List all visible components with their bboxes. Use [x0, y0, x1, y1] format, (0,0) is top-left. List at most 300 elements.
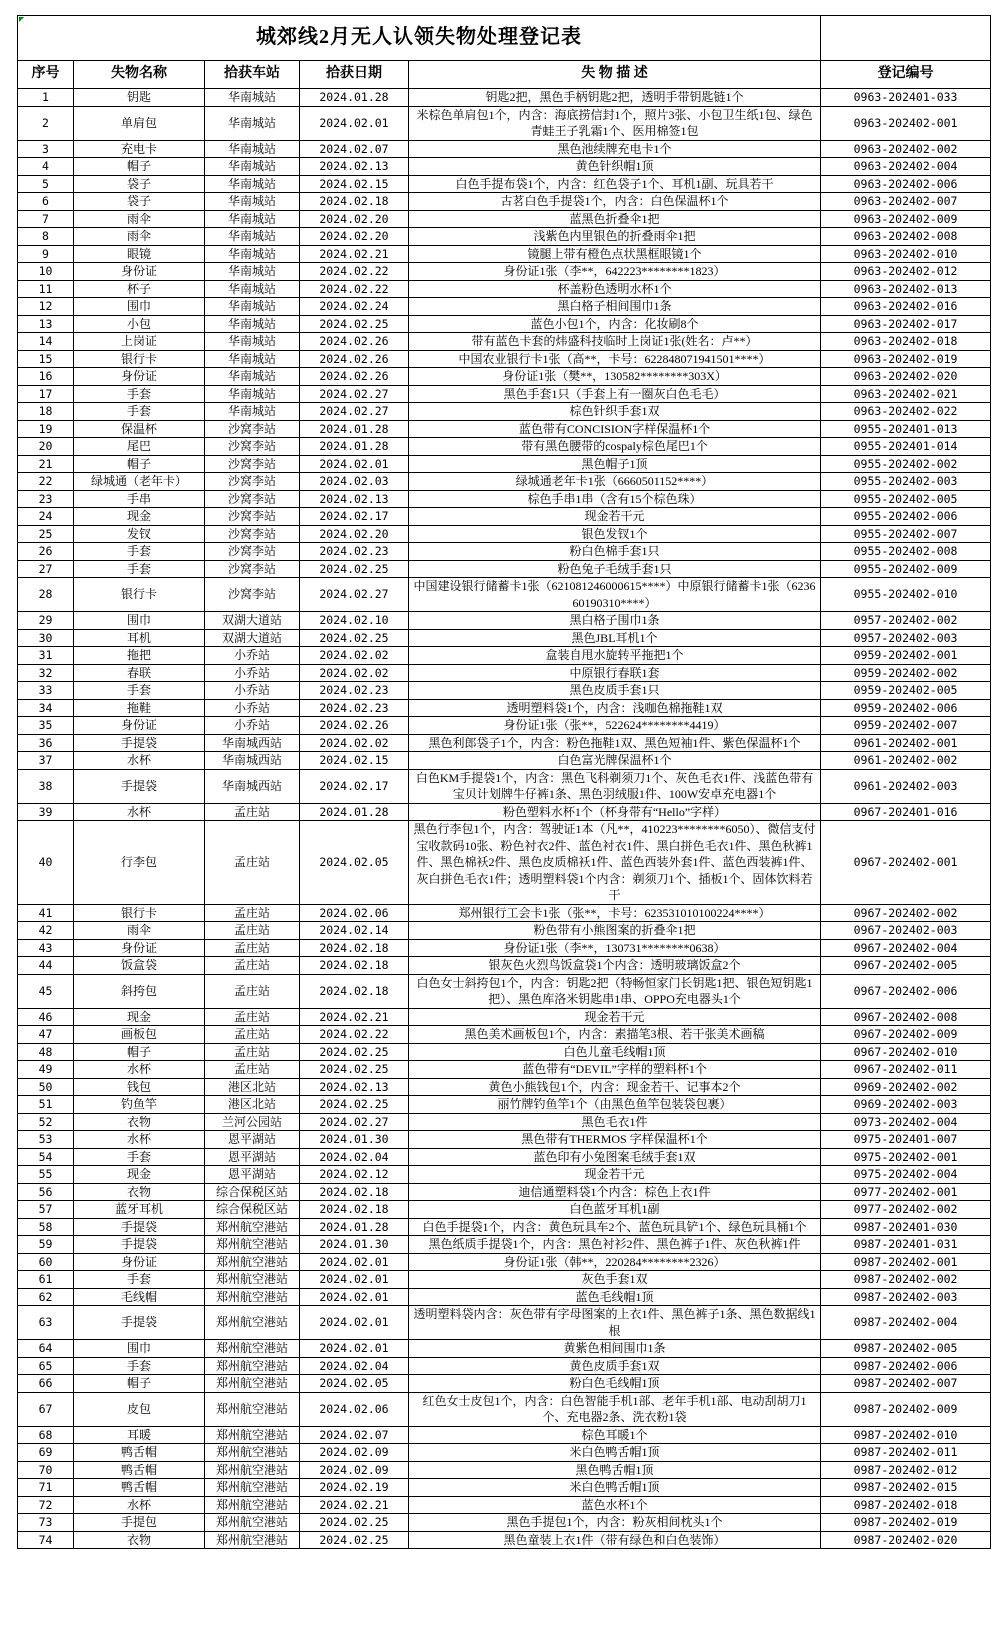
cell-station: 孟庄站	[205, 974, 300, 1008]
cell-item-name: 现金	[74, 1166, 205, 1184]
cell-index: 72	[18, 1496, 74, 1514]
cell-item-name: 钱包	[74, 1078, 205, 1096]
cell-index: 68	[18, 1426, 74, 1444]
cell-registration-number: 0973-202402-004	[821, 1113, 991, 1131]
cell-date: 2024.02.25	[300, 1061, 409, 1079]
cell-station: 郑州航空港站	[205, 1444, 300, 1462]
cell-date: 2024.02.21	[300, 1008, 409, 1026]
cell-index: 24	[18, 508, 74, 526]
cell-registration-number: 0955-202402-002	[821, 455, 991, 473]
cell-item-name: 画板包	[74, 1026, 205, 1044]
cell-description: 米棕色单肩包1个，内含：海底捞信封1个，照片3张、小包卫生纸1包、绿色青蛙王子乳霜1个、医用棉签1包	[409, 106, 821, 140]
cell-date: 2024.02.22	[300, 263, 409, 281]
cell-description: 米白色鸭舌帽1顶	[409, 1479, 821, 1497]
table-row	[18, 210, 991, 228]
cell-index: 32	[18, 664, 74, 682]
cell-index: 15	[18, 350, 74, 368]
cell-index: 1	[18, 89, 74, 107]
cell-item-name: 手套	[74, 1271, 205, 1289]
cell-date: 2024.02.09	[300, 1461, 409, 1479]
cell-date: 2024.02.26	[300, 368, 409, 386]
cell-description: 蓝色带有CONCISION字样保温杯1个	[409, 420, 821, 438]
cell-item-name: 现金	[74, 1008, 205, 1026]
cell-station: 沙窝李站	[205, 473, 300, 491]
cell-station: 郑州航空港站	[205, 1340, 300, 1358]
cell-index: 64	[18, 1340, 74, 1358]
cell-station: 郑州航空港站	[205, 1375, 300, 1393]
cell-registration-number: 0987-202402-002	[821, 1271, 991, 1289]
cell-station: 孟庄站	[205, 904, 300, 922]
cell-date: 2024.01.28	[300, 1218, 409, 1236]
cell-registration-number: 0963-202401-033	[821, 89, 991, 107]
cell-index: 39	[18, 803, 74, 821]
cell-description: 黑色美术画板包1个，内含：素描笔3根、若干张美术画稿	[409, 1026, 821, 1044]
cell-registration-number: 0987-202402-004	[821, 1306, 991, 1340]
cell-station: 孟庄站	[205, 1061, 300, 1079]
cell-date: 2024.02.25	[300, 560, 409, 578]
cell-index: 27	[18, 560, 74, 578]
cell-date: 2024.02.02	[300, 647, 409, 665]
cell-registration-number: 0963-202402-010	[821, 245, 991, 263]
cell-date: 2024.02.25	[300, 629, 409, 647]
cell-date: 2024.02.05	[300, 821, 409, 905]
cell-registration-number: 0959-202402-005	[821, 682, 991, 700]
cell-date: 2024.02.18	[300, 957, 409, 975]
cell-description: 黑色童装上衣1件（带有绿色和白色装饰）	[409, 1531, 821, 1549]
cell-description: 白色女士斜挎包1个，内含：钥匙2把（特畅恒家门长钥匙1把、银色短钥匙1把）、黑色库洛米钥匙串1串、OPPO充电器头1个	[409, 974, 821, 1008]
cell-item-name: 皮包	[74, 1392, 205, 1426]
cell-description: 蓝色印有小兔图案毛绒手套1双	[409, 1148, 821, 1166]
cell-item-name: 身份证	[74, 368, 205, 386]
cell-index: 63	[18, 1306, 74, 1340]
table-row	[18, 473, 991, 491]
cell-item-name: 手提袋	[74, 1218, 205, 1236]
cell-station: 孟庄站	[205, 1026, 300, 1044]
cell-item-name: 身份证	[74, 263, 205, 281]
cell-registration-number: 0987-202402-020	[821, 1531, 991, 1549]
cell-description: 浅紫色内里银色的折叠雨伞1把	[409, 228, 821, 246]
cell-station: 小乔站	[205, 664, 300, 682]
cell-description: 银色发钗1个	[409, 525, 821, 543]
cell-description: 身份证1张（李**，642223********1823）	[409, 263, 821, 281]
table-row	[18, 1096, 991, 1114]
cell-registration-number: 0963-202402-022	[821, 403, 991, 421]
cell-item-name: 围巾	[74, 612, 205, 630]
table-row	[18, 629, 991, 647]
cell-item-name: 鸭舌帽	[74, 1444, 205, 1462]
cell-description: 蓝色小包1个，内含：化妆刷8个	[409, 315, 821, 333]
cell-item-name: 充电卡	[74, 140, 205, 158]
cell-index: 25	[18, 525, 74, 543]
cell-index: 33	[18, 682, 74, 700]
cell-item-name: 围巾	[74, 298, 205, 316]
table-row	[18, 939, 991, 957]
cell-registration-number: 0955-202402-007	[821, 525, 991, 543]
cell-index: 3	[18, 140, 74, 158]
cell-registration-number: 0967-202401-016	[821, 803, 991, 821]
cell-registration-number: 0975-202402-001	[821, 1148, 991, 1166]
cell-date: 2024.02.01	[300, 1340, 409, 1358]
cell-description: 米白色鸭舌帽1顶	[409, 1444, 821, 1462]
cell-station: 郑州航空港站	[205, 1306, 300, 1340]
cell-index: 70	[18, 1461, 74, 1479]
cell-description: 银灰色火烈鸟饭盒袋1个内含：透明玻璃饭盒2个	[409, 957, 821, 975]
cell-description: 盒装自甩水旋转平拖把1个	[409, 647, 821, 665]
cell-description: 粉白色毛线帽1顶	[409, 1375, 821, 1393]
cell-description: 粉色塑料水杯1个（杯身带有“Hello”字样）	[409, 803, 821, 821]
cell-item-name: 手套	[74, 543, 205, 561]
cell-description: 蓝色带有“DEVIL”字样的塑料杯1个	[409, 1061, 821, 1079]
cell-description: 黄色小熊钱包1个，内含：现金若干、记事本2个	[409, 1078, 821, 1096]
table-row	[18, 1340, 991, 1358]
cell-item-name: 手套	[74, 560, 205, 578]
cell-item-name: 身份证	[74, 1253, 205, 1271]
cell-item-name: 手套	[74, 403, 205, 421]
cell-station: 港区北站	[205, 1078, 300, 1096]
cell-date: 2024.02.25	[300, 315, 409, 333]
cell-description: 粉白色棉手套1只	[409, 543, 821, 561]
cell-date: 2024.02.02	[300, 664, 409, 682]
table-row	[18, 228, 991, 246]
cell-description: 身份证1张（张**，522624********4419）	[409, 717, 821, 735]
cell-description: 黑色鸭舌帽1顶	[409, 1461, 821, 1479]
cell-item-name: 钓鱼竿	[74, 1096, 205, 1114]
table-row	[18, 1236, 991, 1254]
cell-registration-number: 0987-202402-012	[821, 1461, 991, 1479]
cell-index: 23	[18, 490, 74, 508]
cell-description: 带有蓝色卡套的炜盛科技临时上岗证1张(姓名：卢**）	[409, 333, 821, 351]
cell-index: 56	[18, 1183, 74, 1201]
cell-date: 2024.02.12	[300, 1166, 409, 1184]
cell-registration-number: 0967-202402-001	[821, 821, 991, 905]
title-cell	[18, 16, 821, 61]
cell-registration-number: 0963-202402-012	[821, 263, 991, 281]
cell-registration-number: 0963-202402-017	[821, 315, 991, 333]
cell-description: 黄色针织帽1顶	[409, 158, 821, 176]
cell-description: 黄色皮质手套1双	[409, 1357, 821, 1375]
table-row	[18, 455, 991, 473]
cell-description: 杯盖粉色透明水杯1个	[409, 280, 821, 298]
cell-station: 郑州航空港站	[205, 1218, 300, 1236]
cell-item-name: 杯子	[74, 280, 205, 298]
cell-item-name: 围巾	[74, 1340, 205, 1358]
cell-registration-number: 0987-202402-003	[821, 1288, 991, 1306]
cell-station: 郑州航空港站	[205, 1531, 300, 1549]
cell-date: 2024.02.07	[300, 140, 409, 158]
cell-description: 现金若干元	[409, 508, 821, 526]
cell-description: 黑白格子相间围巾1条	[409, 298, 821, 316]
cell-station: 华南城站	[205, 140, 300, 158]
cell-description: 棕色耳暖1个	[409, 1426, 821, 1444]
cell-description: 白色富光牌保温杯1个	[409, 752, 821, 770]
cell-registration-number: 0963-202402-008	[821, 228, 991, 246]
cell-registration-number: 0955-202402-009	[821, 560, 991, 578]
cell-description: 棕色针织手套1双	[409, 403, 821, 421]
cell-date: 2024.02.14	[300, 922, 409, 940]
cell-station: 华南城站	[205, 350, 300, 368]
table-row	[18, 245, 991, 263]
table-row	[18, 1131, 991, 1149]
cell-date: 2024.02.01	[300, 1253, 409, 1271]
cell-date: 2024.02.20	[300, 525, 409, 543]
cell-index: 22	[18, 473, 74, 491]
cell-station: 沙窝李站	[205, 543, 300, 561]
cell-date: 2024.02.18	[300, 193, 409, 211]
cell-registration-number: 0963-202402-018	[821, 333, 991, 351]
cell-item-name: 雨伞	[74, 210, 205, 228]
table-row	[18, 543, 991, 561]
table-row	[18, 1113, 991, 1131]
header-row	[18, 61, 991, 89]
cell-station: 沙窝李站	[205, 438, 300, 456]
table-row	[18, 1531, 991, 1549]
column-header: 失 物 描 述	[409, 61, 821, 89]
cell-description: 棕色手串1串（含有15个棕色珠）	[409, 490, 821, 508]
cell-registration-number: 0967-202402-004	[821, 939, 991, 957]
cell-index: 11	[18, 280, 74, 298]
cell-registration-number: 0987-202401-031	[821, 1236, 991, 1254]
cell-registration-number: 0959-202402-002	[821, 664, 991, 682]
cell-station: 华南城站	[205, 368, 300, 386]
table-row	[18, 734, 991, 752]
cell-description: 身份证1张（樊**，130582********303X）	[409, 368, 821, 386]
table-row	[18, 1288, 991, 1306]
cell-date: 2024.01.28	[300, 438, 409, 456]
cell-station: 华南城站	[205, 210, 300, 228]
cell-index: 36	[18, 734, 74, 752]
table-row	[18, 647, 991, 665]
cell-item-name: 袋子	[74, 193, 205, 211]
column-header: 拾获车站	[205, 61, 300, 89]
table-row	[18, 1444, 991, 1462]
cell-station: 华南城站	[205, 175, 300, 193]
table-row	[18, 333, 991, 351]
table-row	[18, 106, 991, 140]
cell-date: 2024.02.23	[300, 682, 409, 700]
cell-item-name: 拖把	[74, 647, 205, 665]
cell-station: 华南城站	[205, 158, 300, 176]
cell-date: 2024.02.04	[300, 1357, 409, 1375]
cell-item-name: 上岗证	[74, 333, 205, 351]
table-row	[18, 368, 991, 386]
cell-station: 沙窝李站	[205, 560, 300, 578]
cell-date: 2024.02.04	[300, 1148, 409, 1166]
cell-index: 58	[18, 1218, 74, 1236]
cell-index: 69	[18, 1444, 74, 1462]
cell-date: 2024.02.25	[300, 1043, 409, 1061]
cell-date: 2024.02.01	[300, 1288, 409, 1306]
cell-registration-number: 0955-202401-014	[821, 438, 991, 456]
cell-index: 37	[18, 752, 74, 770]
cell-station: 郑州航空港站	[205, 1288, 300, 1306]
cell-item-name: 帽子	[74, 158, 205, 176]
cell-index: 6	[18, 193, 74, 211]
cell-registration-number: 0955-202402-010	[821, 578, 991, 612]
cell-station: 双湖大道站	[205, 629, 300, 647]
cell-item-name: 鸭舌帽	[74, 1479, 205, 1497]
cell-registration-number: 0963-202402-016	[821, 298, 991, 316]
cell-error-indicator-icon	[19, 17, 24, 22]
cell-description: 黑色行李包1个，内含：驾驶证1本（凡**，410223********6050）、微信支付宝收款码10张、粉色衬衣2件、蓝色衬衣1件、黑白拼色毛衣1件、黑色秋裤1件、黑色棉袄2件、黑色皮质棉袄1件、蓝色西装外套1件、蓝色西装裤1件、灰白拼色毛衣1件；透明塑料袋1个内含：剃须刀1个、插板1个、固体饮料若干	[409, 821, 821, 905]
cell-item-name: 毛线帽	[74, 1288, 205, 1306]
cell-registration-number: 0955-202402-003	[821, 473, 991, 491]
cell-station: 华南城站	[205, 245, 300, 263]
table-row	[18, 280, 991, 298]
cell-item-name: 现金	[74, 508, 205, 526]
cell-station: 孟庄站	[205, 939, 300, 957]
cell-item-name: 保温杯	[74, 420, 205, 438]
cell-index: 42	[18, 922, 74, 940]
table-row	[18, 1357, 991, 1375]
cell-item-name: 水杯	[74, 1496, 205, 1514]
cell-registration-number: 0987-202402-007	[821, 1375, 991, 1393]
cell-date: 2024.02.01	[300, 106, 409, 140]
cell-station: 华南城站	[205, 228, 300, 246]
cell-index: 8	[18, 228, 74, 246]
cell-registration-number: 0967-202402-006	[821, 974, 991, 1008]
cell-index: 60	[18, 1253, 74, 1271]
cell-index: 14	[18, 333, 74, 351]
cell-registration-number: 0977-202402-001	[821, 1183, 991, 1201]
cell-index: 18	[18, 403, 74, 421]
cell-item-name: 蓝牙耳机	[74, 1201, 205, 1219]
cell-description: 古茗白色手提袋1个，内含：白色保温杯1个	[409, 193, 821, 211]
table-row	[18, 664, 991, 682]
cell-index: 26	[18, 543, 74, 561]
cell-index: 74	[18, 1531, 74, 1549]
table-row	[18, 438, 991, 456]
cell-item-name: 银行卡	[74, 578, 205, 612]
cell-description: 黑色手套1只（手套上有一圈灰白色毛毛）	[409, 385, 821, 403]
cell-date: 2024.02.06	[300, 1392, 409, 1426]
cell-station: 华南城西站	[205, 734, 300, 752]
cell-registration-number: 0957-202402-003	[821, 629, 991, 647]
cell-description: 郑州银行工会卡1张（张**，卡号：623531010100224****）	[409, 904, 821, 922]
table-row	[18, 821, 991, 905]
cell-station: 华南城站	[205, 403, 300, 421]
cell-date: 2024.02.05	[300, 1375, 409, 1393]
cell-description: 黑色手提包1个，内含：粉灰相间枕头1个	[409, 1514, 821, 1532]
cell-index: 4	[18, 158, 74, 176]
cell-index: 30	[18, 629, 74, 647]
table-row	[18, 560, 991, 578]
column-header: 登记编号	[821, 61, 991, 89]
cell-date: 2024.01.28	[300, 803, 409, 821]
cell-description: 黑色利郎袋子1个，内含：粉色拖鞋1双、黑色短袖1件、紫色保温杯1个	[409, 734, 821, 752]
cell-date: 2024.01.28	[300, 89, 409, 107]
cell-station: 综合保税区站	[205, 1201, 300, 1219]
cell-registration-number: 0967-202402-011	[821, 1061, 991, 1079]
cell-date: 2024.02.07	[300, 1426, 409, 1444]
cell-index: 13	[18, 315, 74, 333]
cell-index: 53	[18, 1131, 74, 1149]
cell-station: 郑州航空港站	[205, 1392, 300, 1426]
cell-station: 双湖大道站	[205, 612, 300, 630]
table-row	[18, 1218, 991, 1236]
cell-description: 黑色帽子1顶	[409, 455, 821, 473]
cell-item-name: 袋子	[74, 175, 205, 193]
cell-date: 2024.01.28	[300, 420, 409, 438]
column-header: 失物名称	[74, 61, 205, 89]
table-row	[18, 803, 991, 821]
cell-date: 2024.02.02	[300, 734, 409, 752]
cell-station: 华南城站	[205, 106, 300, 140]
cell-registration-number: 0987-202402-001	[821, 1253, 991, 1271]
cell-station: 华南城站	[205, 89, 300, 107]
cell-description: 灰色手套1双	[409, 1271, 821, 1289]
cell-station: 港区北站	[205, 1096, 300, 1114]
cell-date: 2024.02.26	[300, 333, 409, 351]
cell-item-name: 鸭舌帽	[74, 1461, 205, 1479]
cell-station: 孟庄站	[205, 957, 300, 975]
cell-registration-number: 0963-202402-013	[821, 280, 991, 298]
cell-registration-number: 0961-202402-002	[821, 752, 991, 770]
cell-description: 黑色池续牌充电卡1个	[409, 140, 821, 158]
cell-registration-number: 0963-202402-007	[821, 193, 991, 211]
cell-item-name: 手套	[74, 385, 205, 403]
table-row	[18, 1514, 991, 1532]
cell-registration-number: 0975-202401-007	[821, 1131, 991, 1149]
cell-description: 蓝色毛线帽1顶	[409, 1288, 821, 1306]
cell-registration-number: 0987-202402-019	[821, 1514, 991, 1532]
cell-station: 兰河公园站	[205, 1113, 300, 1131]
table-row	[18, 263, 991, 281]
cell-registration-number: 0955-202402-006	[821, 508, 991, 526]
cell-registration-number: 0959-202402-006	[821, 699, 991, 717]
column-header: 序号	[18, 61, 74, 89]
cell-index: 59	[18, 1236, 74, 1254]
cell-date: 2024.02.18	[300, 939, 409, 957]
table-row	[18, 1148, 991, 1166]
cell-item-name: 手套	[74, 682, 205, 700]
lost-items-table	[17, 15, 991, 1549]
cell-item-name: 耳机	[74, 629, 205, 647]
table-row	[18, 420, 991, 438]
cell-date: 2024.02.25	[300, 1531, 409, 1549]
cell-date: 2024.02.21	[300, 245, 409, 263]
cell-station: 小乔站	[205, 647, 300, 665]
cell-item-name: 钥匙	[74, 89, 205, 107]
cell-description: 白色手提袋1个，内含：黄色玩具车2个、蓝色玩具铲1个、绿色玩具桶1个	[409, 1218, 821, 1236]
cell-index: 21	[18, 455, 74, 473]
cell-registration-number: 0967-202402-010	[821, 1043, 991, 1061]
cell-registration-number: 0975-202402-004	[821, 1166, 991, 1184]
cell-index: 5	[18, 175, 74, 193]
cell-date: 2024.02.24	[300, 298, 409, 316]
cell-description: 白色儿童毛线帽1顶	[409, 1043, 821, 1061]
cell-station: 沙窝李站	[205, 490, 300, 508]
cell-index: 73	[18, 1514, 74, 1532]
cell-station: 华南城站	[205, 385, 300, 403]
cell-date: 2024.02.17	[300, 769, 409, 803]
cell-date: 2024.02.18	[300, 1183, 409, 1201]
cell-index: 38	[18, 769, 74, 803]
cell-index: 9	[18, 245, 74, 263]
cell-description: 现金若干元	[409, 1166, 821, 1184]
column-header: 拾获日期	[300, 61, 409, 89]
cell-station: 郑州航空港站	[205, 1496, 300, 1514]
cell-registration-number: 0963-202402-020	[821, 368, 991, 386]
cell-index: 19	[18, 420, 74, 438]
table-row	[18, 1008, 991, 1026]
cell-description: 镜腿上带有橙色点状黑框眼镜1个	[409, 245, 821, 263]
cell-description: 白色蓝牙耳机1副	[409, 1201, 821, 1219]
table-row	[18, 89, 991, 107]
table-row	[18, 1375, 991, 1393]
cell-date: 2024.02.23	[300, 543, 409, 561]
cell-index: 52	[18, 1113, 74, 1131]
cell-date: 2024.02.18	[300, 974, 409, 1008]
